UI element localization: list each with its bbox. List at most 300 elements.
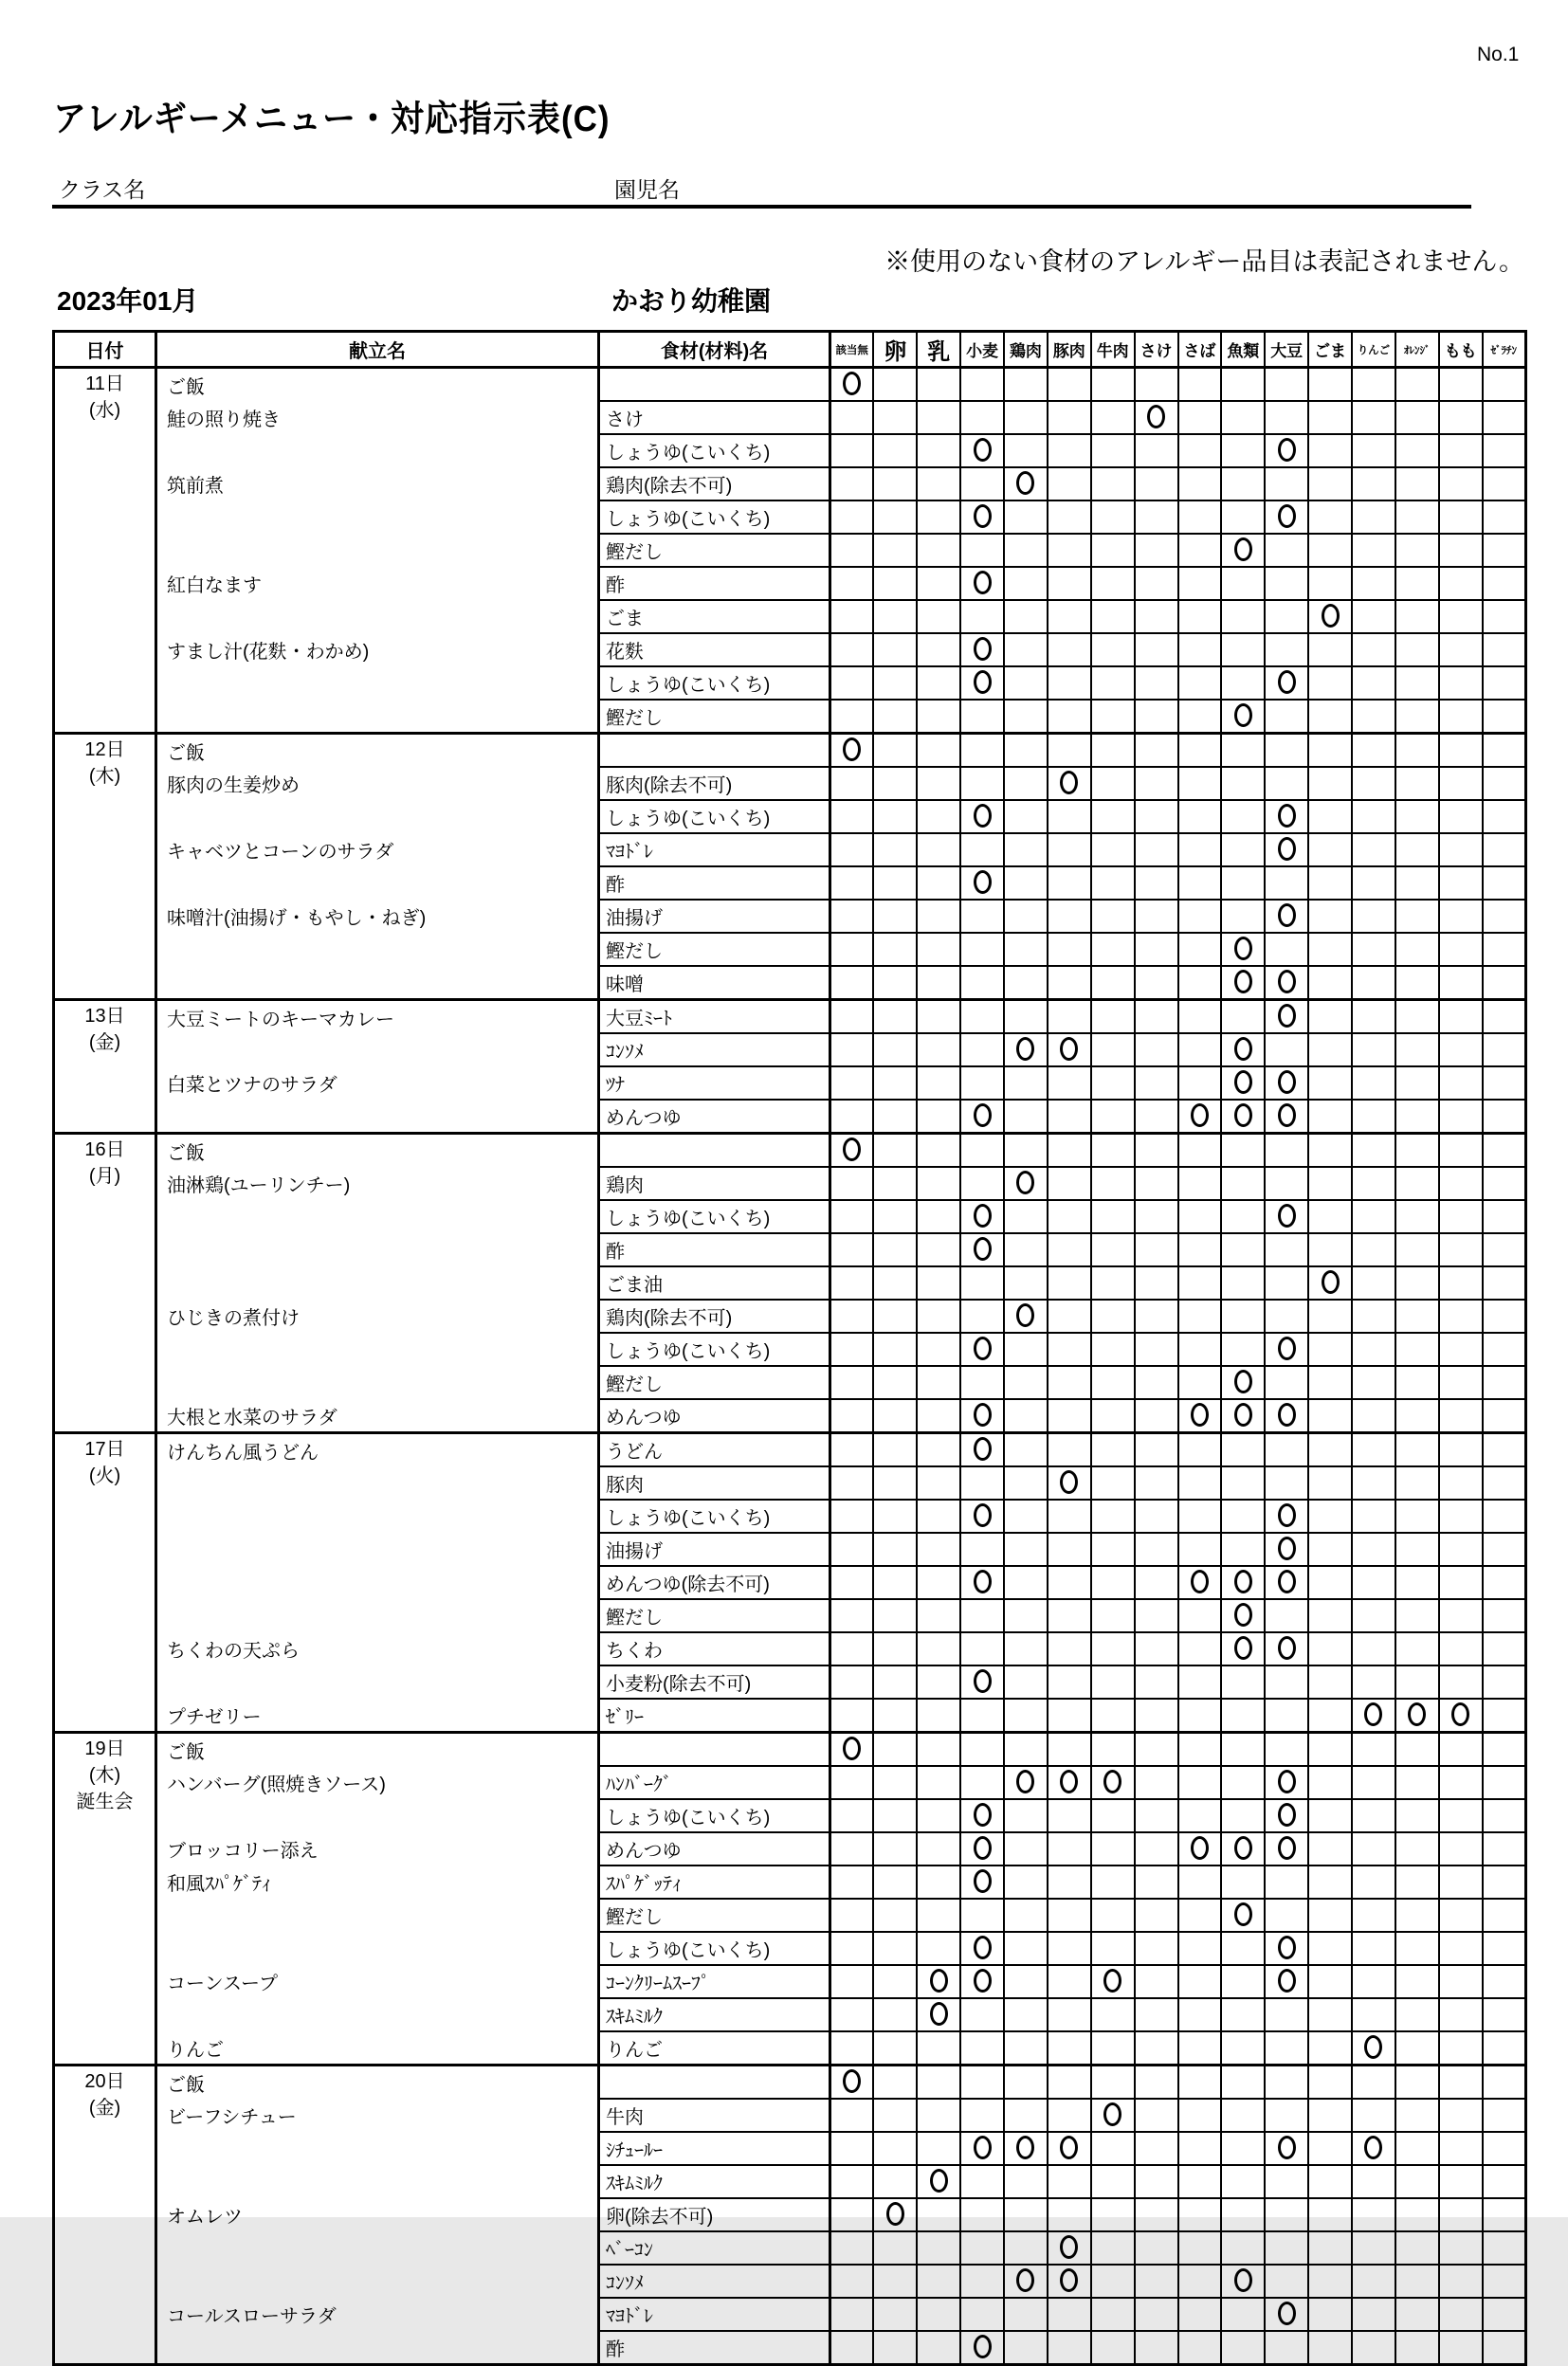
table-row [54, 666, 1526, 700]
allergen-mark-cell [1352, 1832, 1395, 1866]
allergen-mark-cell [830, 1932, 874, 1965]
allergen-mark-cell [830, 600, 874, 633]
allergen-mark-cell [960, 1766, 1004, 1799]
ingredient-cell: 鰹だし [599, 1599, 830, 1632]
allergen-mark-cell [1135, 2331, 1178, 2365]
allergen-mark-cell [1483, 1866, 1526, 1899]
allergy-mark-circle [1278, 970, 1296, 993]
allergen-mark-cell [1439, 1566, 1483, 1599]
allergy-mark-circle [1191, 1570, 1209, 1593]
allergen-mark-cell [1439, 1632, 1483, 1665]
allergen-mark-cell [873, 1433, 917, 1467]
allergen-mark-cell [1395, 1466, 1439, 1500]
allergen-mark-cell [917, 1134, 960, 1168]
allergen-mark-cell [1395, 1733, 1439, 1767]
allergy-mark-circle [974, 870, 992, 894]
menu-name-cell: 大豆ミートのキーマカレー [156, 1000, 599, 1034]
allergen-mark-cell [1352, 1066, 1395, 1100]
allergy-mark-circle [1060, 1770, 1078, 1793]
allergen-mark-cell [1352, 1632, 1395, 1665]
table-row [54, 1632, 1526, 1665]
allergen-mark-cell [1048, 2132, 1091, 2165]
allergen-mark-cell [1483, 2231, 1526, 2265]
ingredient-cell: 酢 [599, 567, 830, 600]
allergen-mark-cell [1178, 401, 1222, 434]
menu-name-cell: りんご [156, 2031, 599, 2066]
allergen-mark-cell [1265, 1733, 1308, 1767]
allergen-mark-cell [1178, 2331, 1222, 2365]
allergen-mark-cell [1178, 2066, 1222, 2100]
allergen-mark-cell [1439, 1832, 1483, 1866]
allergen-mark-cell [1135, 1399, 1178, 1433]
allergy-mark-circle [1060, 1470, 1078, 1494]
allergen-mark-cell [1178, 1766, 1222, 1799]
allergen-mark-cell [1483, 1100, 1526, 1134]
allergen-mark-cell [873, 1167, 917, 1200]
table-row [54, 500, 1526, 534]
allergen-mark-cell [1004, 1832, 1048, 1866]
allergen-mark-cell [1091, 1733, 1135, 1767]
allergen-mark-cell [1265, 467, 1308, 500]
allergy-mark-circle [1322, 1270, 1340, 1294]
allergen-mark-cell [873, 1932, 917, 1965]
allergen-mark-cell [1091, 734, 1135, 768]
allergen-mark-cell [1439, 2132, 1483, 2165]
ingredient-cell: 鶏肉(除去不可) [599, 467, 830, 500]
allergen-mark-cell [1178, 1566, 1222, 1599]
allergen-mark-cell [1308, 734, 1352, 768]
allergen-mark-cell [1483, 933, 1526, 966]
allergen-mark-cell [830, 734, 874, 768]
table-row [54, 866, 1526, 900]
allergen-mark-cell [830, 1233, 874, 1266]
allergen-mark-cell [1178, 666, 1222, 700]
allergen-mark-cell [960, 1433, 1004, 1467]
allergen-mark-cell [1048, 966, 1091, 1000]
allergen-mark-cell [960, 401, 1004, 434]
allergen-mark-cell [917, 1832, 960, 1866]
menu-name-cell [156, 1266, 599, 1300]
allergen-mark-cell [1308, 1466, 1352, 1500]
allergen-mark-cell [830, 866, 874, 900]
allergen-mark-cell [1048, 1533, 1091, 1566]
menu-name-cell [156, 2132, 599, 2165]
allergy-mark-circle [974, 637, 992, 661]
allergen-mark-cell [1483, 734, 1526, 768]
allergy-mark-circle [1364, 1702, 1382, 1726]
menu-name-cell [156, 1200, 599, 1233]
allergen-mark-cell [1048, 2165, 1091, 2198]
allergen-mark-cell [1352, 1233, 1395, 1266]
allergen-mark-cell [917, 600, 960, 633]
allergen-mark-cell [917, 1000, 960, 1034]
allergen-mark-cell [1135, 534, 1178, 567]
allergen-mark-cell [1221, 2331, 1265, 2365]
allergen-mark-cell [873, 866, 917, 900]
allergen-column-header: 卵 [873, 332, 917, 368]
allergen-mark-cell [1265, 1000, 1308, 1034]
table-row [54, 534, 1526, 567]
allergen-mark-cell [1308, 1399, 1352, 1433]
allergen-mark-cell [1308, 600, 1352, 633]
allergen-mark-cell [1048, 1100, 1091, 1134]
allergen-mark-cell [1395, 1233, 1439, 1266]
allergen-mark-cell [1483, 1433, 1526, 1467]
allergen-mark-cell [1265, 500, 1308, 534]
allergen-mark-cell [1178, 467, 1222, 500]
allergen-mark-cell [1352, 2231, 1395, 2265]
allergen-mark-cell [1178, 1998, 1222, 2031]
ingredient-cell: 味噌 [599, 966, 830, 1000]
menu-name-cell [156, 1799, 599, 1832]
allergen-mark-cell [1004, 2231, 1048, 2265]
allergen-mark-cell [1352, 1399, 1395, 1433]
allergen-mark-cell [1221, 368, 1265, 402]
allergen-mark-cell [1048, 467, 1091, 500]
allergen-mark-cell [1091, 1399, 1135, 1433]
allergen-mark-cell [1135, 1965, 1178, 1998]
allergen-mark-cell [1352, 434, 1395, 467]
allergen-mark-cell [1135, 567, 1178, 600]
allergen-mark-cell [1178, 1733, 1222, 1767]
table-row [54, 1300, 1526, 1333]
allergen-mark-cell [1091, 2066, 1135, 2100]
allergen-mark-cell [1091, 1832, 1135, 1866]
table-row [54, 800, 1526, 833]
allergen-column-header: 豚肉 [1048, 332, 1091, 368]
allergen-mark-cell [1308, 666, 1352, 700]
allergen-mark-cell [1091, 467, 1135, 500]
allergen-mark-cell [1352, 2099, 1395, 2132]
table-row [54, 1167, 1526, 1200]
allergen-mark-cell [1004, 1733, 1048, 1767]
allergen-mark-cell [1221, 2265, 1265, 2298]
allergy-mark-circle [1278, 1503, 1296, 1527]
allergen-mark-cell [1135, 734, 1178, 768]
allergen-mark-cell [1439, 434, 1483, 467]
allergen-mark-cell [1395, 1033, 1439, 1066]
allergy-mark-circle [1016, 1037, 1034, 1061]
allergy-mark-circle [1278, 670, 1296, 694]
allergen-mark-cell [1004, 434, 1048, 467]
allergen-mark-cell [917, 1766, 960, 1799]
allergen-mark-cell [1265, 2099, 1308, 2132]
usage-note: ※使用のない食材のアレルギー品目は表記されません。 [884, 247, 1524, 276]
ingredient-cell: ｽｷﾑﾐﾙｸ [599, 2165, 830, 2198]
ingredient-cell: めんつゆ [599, 1832, 830, 1866]
allergen-mark-cell [1178, 1665, 1222, 1699]
allergen-mark-cell [1221, 1466, 1265, 1500]
allergen-mark-cell [1221, 1799, 1265, 1832]
allergen-mark-cell [830, 1665, 874, 1699]
allergen-mark-cell [1265, 1200, 1308, 1233]
allergy-mark-circle [974, 1969, 992, 1993]
allergen-mark-cell [917, 1500, 960, 1533]
allergen-mark-cell [960, 833, 1004, 866]
allergen-mark-cell [1135, 1665, 1178, 1699]
allergy-mark-circle [974, 1237, 992, 1261]
allergen-mark-cell [1483, 1134, 1526, 1168]
allergen-mark-cell [1439, 1866, 1483, 1899]
menu-name-cell [156, 434, 599, 467]
allergy-mark-circle [1016, 2268, 1034, 2292]
menu-name-cell [156, 1599, 599, 1632]
allergen-mark-cell [830, 1832, 874, 1866]
allergen-mark-cell [830, 368, 874, 402]
allergen-mark-cell [1439, 1134, 1483, 1168]
menu-name-cell [156, 2265, 599, 2298]
allergen-mark-cell [1221, 734, 1265, 768]
allergen-mark-cell [1178, 866, 1222, 900]
allergen-mark-cell [1178, 1200, 1222, 1233]
allergen-mark-cell [1439, 1998, 1483, 2031]
allergen-mark-cell [1395, 1899, 1439, 1932]
name-underline [52, 205, 1471, 209]
ingredient-cell: ｼﾁｭｰﾙｰ [599, 2132, 830, 2165]
allergen-column-header: さば [1178, 332, 1222, 368]
allergen-mark-cell [1221, 534, 1265, 567]
allergen-mark-cell [960, 1632, 1004, 1665]
allergy-mark-circle [974, 1437, 992, 1461]
allergen-mark-cell [830, 933, 874, 966]
menu-name-cell: ご飯 [156, 2066, 599, 2100]
ingredient-cell: ｾﾞﾘｰ [599, 1699, 830, 1733]
allergen-mark-cell [1395, 1566, 1439, 1599]
menu-name-cell: 筑前煮 [156, 467, 599, 500]
allergen-mark-cell [1395, 368, 1439, 402]
allergen-mark-cell [1395, 1066, 1439, 1100]
table-row [54, 368, 1526, 402]
allergen-mark-cell [1265, 1433, 1308, 1467]
allergen-mark-cell [1221, 666, 1265, 700]
table-row [54, 1366, 1526, 1399]
ingredient-cell: しょうゆ(こいくち) [599, 1932, 830, 1965]
allergen-mark-cell [1483, 666, 1526, 700]
ingredient-cell: ごま [599, 600, 830, 633]
allergy-mark-circle [1234, 1370, 1252, 1393]
allergen-mark-cell [917, 1799, 960, 1832]
allergen-mark-cell [917, 2066, 960, 2100]
allergen-mark-cell [1308, 1000, 1352, 1034]
allergen-column-header: もも [1439, 332, 1483, 368]
allergen-mark-cell [1048, 600, 1091, 633]
allergen-mark-cell [917, 2331, 960, 2365]
allergen-mark-cell [873, 1266, 917, 1300]
allergen-mark-cell [1221, 1699, 1265, 1733]
date-cell: 19日 (木) 誕生会 [54, 1733, 156, 2066]
allergen-mark-cell [1091, 1965, 1135, 1998]
allergen-mark-cell [1135, 368, 1178, 402]
allergen-mark-cell [1483, 2099, 1526, 2132]
allergen-mark-cell [830, 1899, 874, 1932]
allergen-mark-cell [1395, 567, 1439, 600]
allergen-mark-cell [1004, 1366, 1048, 1399]
allergen-mark-cell [917, 2231, 960, 2265]
allergen-mark-cell [1395, 1998, 1439, 2031]
allergen-mark-cell [1048, 1899, 1091, 1932]
allergen-mark-cell [960, 1000, 1004, 1034]
allergen-mark-cell [1308, 1632, 1352, 1665]
allergy-mark-circle [1234, 537, 1252, 561]
allergen-mark-cell [1135, 633, 1178, 666]
allergen-mark-cell [1178, 1100, 1222, 1134]
allergen-mark-cell [1221, 1134, 1265, 1168]
allergen-mark-cell [830, 633, 874, 666]
allergen-mark-cell [1265, 1866, 1308, 1899]
allergen-mark-cell [1265, 933, 1308, 966]
allergy-mark-circle [974, 2136, 992, 2159]
allergen-mark-cell [1352, 500, 1395, 534]
allergen-mark-cell [1395, 534, 1439, 567]
ingredient-cell [599, 1733, 830, 1767]
allergen-mark-cell [1004, 1399, 1048, 1433]
allergen-mark-cell [1483, 1766, 1526, 1799]
ingredient-cell: 豚肉(除去不可) [599, 767, 830, 800]
allergen-mark-cell [1395, 2031, 1439, 2066]
allergen-mark-cell [1091, 368, 1135, 402]
allergen-mark-cell [1308, 1766, 1352, 1799]
allergen-mark-cell [1308, 833, 1352, 866]
allergen-mark-cell [1004, 1965, 1048, 1998]
allergen-mark-cell [1004, 2132, 1048, 2165]
allergen-mark-cell [1004, 2031, 1048, 2066]
allergen-mark-cell [1135, 1333, 1178, 1366]
menu-name-cell: ひじきの煮付け [156, 1300, 599, 1333]
month-label: 2023年01月 [57, 286, 199, 316]
allergen-mark-cell [1135, 500, 1178, 534]
allergen-mark-cell [917, 1932, 960, 1965]
allergen-mark-cell [1135, 1899, 1178, 1932]
allergen-mark-cell [1483, 401, 1526, 434]
ingredient-cell: めんつゆ [599, 1399, 830, 1433]
allergen-mark-cell [960, 734, 1004, 768]
menu-name-cell: 味噌汁(油揚げ・もやし・ねぎ) [156, 900, 599, 933]
allergen-mark-cell [1395, 1866, 1439, 1899]
allergen-mark-cell [1048, 1699, 1091, 1733]
allergen-mark-cell [1483, 1566, 1526, 1599]
allergen-mark-cell [1048, 2331, 1091, 2365]
allergen-mark-cell [1048, 833, 1091, 866]
allergen-mark-cell [1221, 767, 1265, 800]
allergen-mark-cell [960, 534, 1004, 567]
allergen-mark-cell [1004, 1799, 1048, 1832]
table-row [54, 1433, 1526, 1467]
allergen-mark-cell [1048, 1033, 1091, 1066]
allergen-mark-cell [1048, 700, 1091, 734]
allergen-mark-cell [1439, 1500, 1483, 1533]
allergy-mark-circle [974, 504, 992, 528]
ingredient-cell: ﾊﾝﾊﾞｰｸﾞ [599, 1766, 830, 1799]
allergen-mark-cell [1308, 1998, 1352, 2031]
allergen-mark-cell [1048, 767, 1091, 800]
allergen-mark-cell [830, 1433, 874, 1467]
allergen-mark-cell [873, 2331, 917, 2365]
allergen-mark-cell [873, 1066, 917, 1100]
allergy-mark-circle [974, 1337, 992, 1360]
allergy-mark-circle [1234, 1902, 1252, 1926]
ingredient-cell: 豚肉 [599, 1466, 830, 1500]
menu-name-cell: けんちん風うどん [156, 1433, 599, 1467]
table-row [54, 1399, 1526, 1433]
allergen-mark-cell [873, 2165, 917, 2198]
allergen-mark-cell [1091, 1366, 1135, 1399]
allergen-mark-cell [1439, 2031, 1483, 2066]
allergen-mark-cell [1439, 1100, 1483, 1134]
allergen-mark-cell [1483, 2165, 1526, 2198]
date-cell: 12日 (木) [54, 734, 156, 1000]
allergen-mark-cell [1439, 500, 1483, 534]
allergen-mark-cell [1178, 600, 1222, 633]
ingredient-cell: ちくわ [599, 1632, 830, 1665]
allergen-mark-cell [1395, 734, 1439, 768]
allergen-mark-cell [1439, 1000, 1483, 1034]
allergen-mark-cell [1308, 1433, 1352, 1467]
ingredient-cell: しょうゆ(こいくち) [599, 1500, 830, 1533]
allergen-mark-cell [1178, 2298, 1222, 2331]
ingredient-cell: 油揚げ [599, 900, 830, 933]
allergen-mark-cell [1352, 1333, 1395, 1366]
allergen-mark-cell [1004, 1167, 1048, 1200]
allergen-mark-cell [1395, 1100, 1439, 1134]
allergen-mark-cell [1352, 1599, 1395, 1632]
allergen-mark-cell [1048, 1167, 1091, 1200]
allergen-mark-cell [1439, 2331, 1483, 2365]
allergen-mark-cell [960, 1965, 1004, 1998]
allergen-mark-cell [1048, 800, 1091, 833]
allergen-mark-cell [960, 1066, 1004, 1100]
allergen-mark-cell [1004, 2165, 1048, 2198]
allergen-mark-cell [873, 368, 917, 402]
allergen-mark-cell [1483, 1899, 1526, 1932]
allergen-mark-cell [1091, 966, 1135, 1000]
allergen-mark-cell [1178, 1066, 1222, 1100]
allergen-mark-cell [1352, 1733, 1395, 1767]
allergen-mark-cell [1439, 2265, 1483, 2298]
menu-table-body [54, 368, 1526, 2365]
allergen-mark-cell [1221, 1599, 1265, 1632]
allergen-mark-cell [1221, 567, 1265, 600]
allergen-mark-cell [1004, 1533, 1048, 1566]
allergen-mark-cell [1352, 800, 1395, 833]
allergen-mark-cell [1308, 1500, 1352, 1533]
ingredient-cell: 酢 [599, 2331, 830, 2365]
allergen-mark-cell [917, 1233, 960, 1266]
allergy-mark-circle [1147, 405, 1165, 428]
menu-name-cell [156, 1466, 599, 1500]
allergen-mark-cell [830, 2231, 874, 2265]
allergen-mark-cell [1178, 1832, 1222, 1866]
allergen-mark-cell [917, 1699, 960, 1733]
allergen-mark-cell [830, 1500, 874, 1533]
ingredient-cell: しょうゆ(こいくち) [599, 800, 830, 833]
allergen-mark-cell [960, 767, 1004, 800]
allergen-mark-cell [960, 1167, 1004, 1200]
allergen-mark-cell [1091, 700, 1135, 734]
allergen-mark-cell [1135, 2165, 1178, 2198]
allergen-mark-cell [1308, 1333, 1352, 1366]
allergen-mark-cell [1004, 1300, 1048, 1333]
ingredient-cell: 鰹だし [599, 1899, 830, 1932]
allergen-mark-cell [1091, 500, 1135, 534]
allergen-mark-cell [917, 1599, 960, 1632]
allergen-mark-cell [873, 600, 917, 633]
allergy-mark-circle [974, 1836, 992, 1860]
allergen-mark-cell [917, 1533, 960, 1566]
page-number: No.1 [1477, 44, 1520, 65]
allergen-mark-cell [960, 966, 1004, 1000]
allergen-mark-cell [1395, 1665, 1439, 1699]
table-row [54, 1866, 1526, 1899]
